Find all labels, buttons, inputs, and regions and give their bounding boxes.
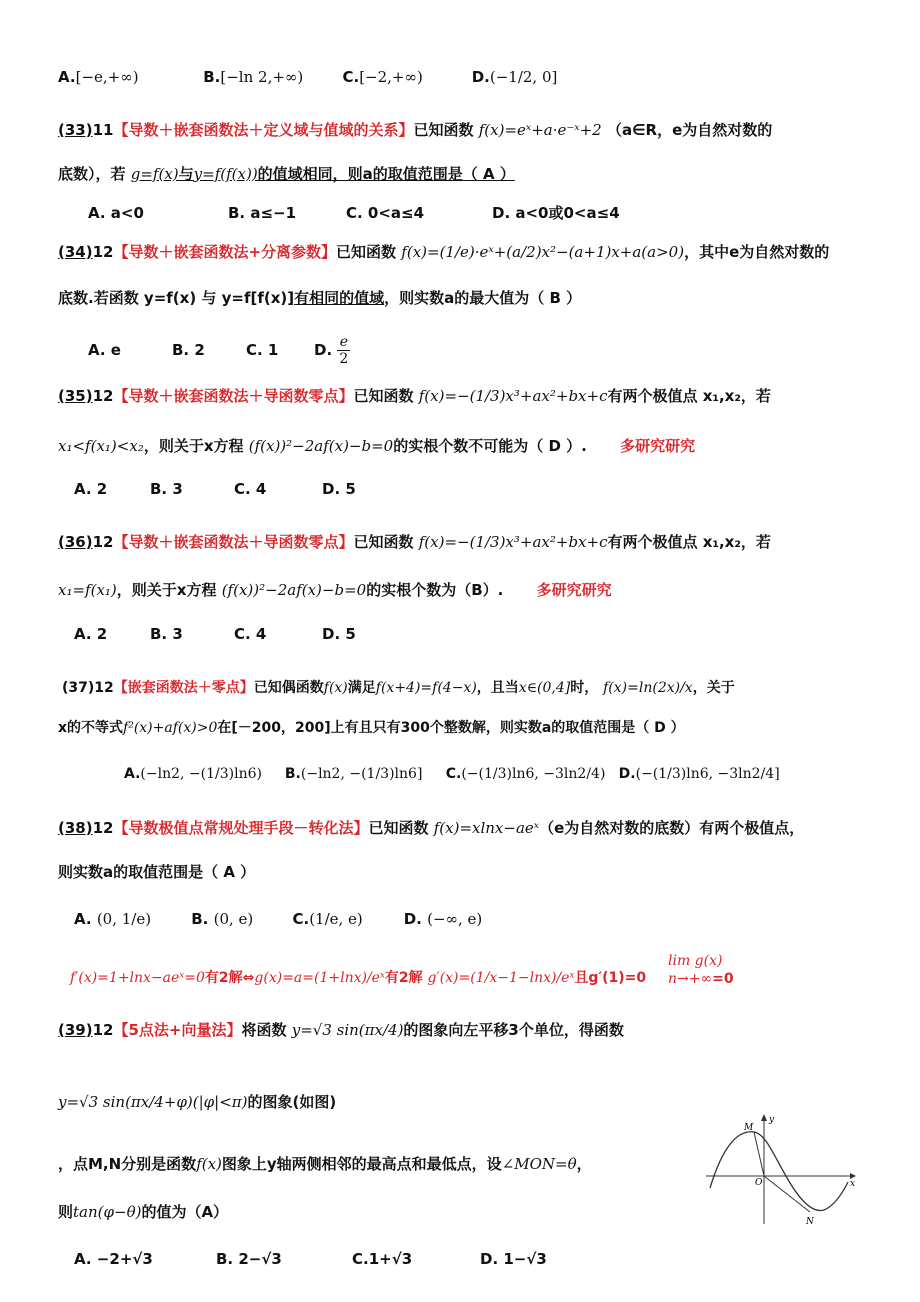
q39-formula: y=√3 sin(πx/4) xyxy=(291,1021,404,1039)
q36-stem2: 有两个极值点 x₁,x₂，若 xyxy=(607,533,771,551)
q35-option-c: C. 4 xyxy=(234,480,267,498)
q35-index: 12 xyxy=(92,387,114,405)
q34-stem: 已知函数 xyxy=(336,243,397,261)
q33-g2: y=f(f(x)) xyxy=(193,165,258,183)
q37-option-a: A. xyxy=(124,766,141,782)
q34-tag: 【导数＋嵌套函数法+分离参数】 xyxy=(113,243,337,261)
q35-text-c: 的实根个数不可能为（ D ）. xyxy=(393,437,587,455)
q39-text-a: ，点M,N分别是函数 xyxy=(58,1155,197,1173)
q34-text: 底数.若函数 y=f(x) 与 y=f[f(x)] xyxy=(58,289,295,307)
q36-line2 xyxy=(58,578,880,602)
q37-option-c: C. xyxy=(445,766,462,782)
q39-text-a2: 则 xyxy=(58,1203,74,1221)
q35-note: 多研究研究 xyxy=(620,437,696,455)
q37-ineq: f²(x)+af(x)>0 xyxy=(123,720,218,736)
q36-options xyxy=(74,625,356,643)
q37-stem: 已知偶函数 xyxy=(253,680,324,696)
q34-option-d-frac xyxy=(337,334,350,367)
q37-options xyxy=(124,766,780,782)
q35-option-a: A. 2 xyxy=(74,480,108,498)
q34-option-d: D. xyxy=(314,341,333,359)
q35-text-b: ，则关于x方程 xyxy=(143,437,244,455)
q36-option-b: B. 3 xyxy=(150,625,183,643)
q39-angle: ∠MON=θ xyxy=(501,1155,577,1173)
q39-tan: tan(φ−θ) xyxy=(73,1203,142,1221)
q38-option-c: C. xyxy=(292,910,310,928)
q35-stem: 已知函数 xyxy=(353,387,414,405)
q33-g1: g=f(x) xyxy=(130,165,179,183)
q36-equation: (f(x))²−2af(x)−b=0 xyxy=(221,581,367,599)
q38-line1 xyxy=(58,816,880,840)
q37-f3: x∈(0,4] xyxy=(518,680,571,696)
q38-limit-top: lim g(x) xyxy=(668,953,723,969)
q33-line2 xyxy=(58,162,880,186)
option-b-math: [−ln 2,+∞) xyxy=(220,68,304,86)
q36-text-b: ，则关于x方程 xyxy=(116,581,217,599)
q38-index: 12 xyxy=(92,819,114,837)
q38-line2 xyxy=(58,860,880,884)
q37-line1 xyxy=(62,676,880,700)
sine-curve xyxy=(710,1132,848,1211)
q33-condition: （a∈R，e为自然对数的 xyxy=(606,121,773,139)
q34-formula: f(x)=(1/e)·eˣ+(a/2)x²−(a+1)x+a(a>0) xyxy=(401,243,685,261)
q35-stem2: 有两个极值点 x₁,x₂，若 xyxy=(607,387,771,405)
q37-option-b-math: (−ln2, −(1/3)ln6] xyxy=(300,766,423,782)
q35-cond: x₁<f(x₁)<x₂ xyxy=(58,437,144,455)
q37-line2 xyxy=(58,716,880,740)
q37-index: 12 xyxy=(94,680,114,696)
q37-option-b: B. xyxy=(284,766,301,782)
q35-option-b: B. 3 xyxy=(150,480,183,498)
option-a-label: A. xyxy=(58,68,76,86)
q39-text-b: 图象上y轴两侧相邻的最高点和最低点，设 xyxy=(221,1155,502,1173)
q39-line2 xyxy=(58,1090,880,1114)
q34-line2 xyxy=(58,286,880,310)
q38-tag: 【导数极值点常规处理手段－转化法】 xyxy=(113,819,369,837)
q33-number: (33) xyxy=(58,121,93,139)
q39-option-d: D. 1−√3 xyxy=(480,1250,547,1268)
q33-text-b: 与 xyxy=(178,165,194,183)
q38-option-a: A. xyxy=(74,910,92,928)
q39-line1 xyxy=(58,1018,880,1042)
q36-line1 xyxy=(58,530,880,554)
q37-text-b: 在[－200，200]上有且只有300个整数解，则实数a的取值范围是（ D ） xyxy=(217,720,685,736)
q36-number: (36) xyxy=(58,533,93,551)
point-N-label: N xyxy=(806,1217,814,1227)
q37-s3: ，且当 xyxy=(476,680,519,696)
q36-index: 12 xyxy=(92,533,114,551)
q38-note1: f′(x)=1+lnx−aeˣ=0 xyxy=(70,970,205,986)
frac-top: e xyxy=(337,334,350,351)
point-M-label: M xyxy=(744,1123,754,1133)
option-c-math: [−2,+∞) xyxy=(359,68,423,86)
q36-cond: x₁=f(x₁) xyxy=(58,581,117,599)
q35-options xyxy=(74,480,356,498)
q34-option-a: A. e xyxy=(88,341,121,359)
q38-option-b-math: (0, e) xyxy=(213,910,254,928)
q33-formula: f(x)=eˣ+a·e⁻ˣ+2 xyxy=(478,121,602,139)
q34-number: (34) xyxy=(58,243,93,261)
option-a-math: [−e,+∞) xyxy=(75,68,139,86)
q38-text: 则实数a的取值范围是（ A ） xyxy=(58,863,256,881)
q36-note: 多研究研究 xyxy=(536,581,612,599)
q35-tag: 【导数＋嵌套函数法＋导函数零点】 xyxy=(113,387,354,405)
q37-f1: f(x) xyxy=(323,680,348,696)
q39-fx: f(x) xyxy=(196,1155,222,1173)
q38-option-d: D. xyxy=(403,910,422,928)
segment-OM xyxy=(754,1132,764,1176)
q37-s5: ，关于 xyxy=(692,680,735,696)
q39-index: 12 xyxy=(92,1021,114,1039)
q37-option-c-math: (−(1/3)ln6, −3ln2/4) xyxy=(461,766,606,782)
q33-text-c: 的值域相同，则a的取值范围是（ A ） xyxy=(257,165,515,183)
q33-option-c: C. 0<a≤4 xyxy=(346,204,425,222)
q39-option-a: A. −2+√3 xyxy=(74,1250,153,1268)
q35-line1 xyxy=(58,384,880,408)
q38-note6: 且g′(1)=0 xyxy=(574,970,647,986)
q34-stem2: ，其中e为自然对数的 xyxy=(684,243,830,261)
q34-index: 12 xyxy=(92,243,114,261)
q34-option-b: B. 2 xyxy=(172,341,205,359)
q39-options xyxy=(74,1250,547,1268)
q38-stem2: （e为自然对数的底数）有两个极值点， xyxy=(539,819,805,837)
q34-line1 xyxy=(58,240,880,264)
q39-text: 的图象(如图) xyxy=(247,1093,337,1111)
option-d-math: (−1/2, 0] xyxy=(489,68,558,86)
q33-option-d: D. a<0或0<a≤4 xyxy=(492,204,620,222)
q38-option-a-math: (0, 1/e) xyxy=(96,910,152,928)
option-d-label: D. xyxy=(471,68,490,86)
q39-stem: 将函数 xyxy=(241,1021,287,1039)
q38-option-c-math: (1/e, e) xyxy=(309,910,363,928)
q38-formula: f(x)=xlnx−aeˣ xyxy=(433,819,540,837)
q39-formula2: y=√3 sin(πx/4+φ)(|φ|<π) xyxy=(58,1093,248,1111)
q33-option-a: A. a<0 xyxy=(88,204,144,222)
y-arrow-icon xyxy=(761,1114,767,1121)
q38-limit-bottom: n→+∞ xyxy=(668,971,713,987)
q35-option-d: D. 5 xyxy=(322,480,356,498)
q39-graph xyxy=(700,1112,860,1232)
x-label: x xyxy=(850,1179,856,1189)
q33-option-b: B. a≤−1 xyxy=(228,204,297,222)
q35-formula: f(x)=−(1/3)x³+ax²+bx+c xyxy=(418,387,608,405)
q38-note5: g′(x)=(1/x−1−lnx)/eˣ xyxy=(427,970,575,986)
q38-note2: 有2解⇔ xyxy=(204,970,255,986)
q39-text-d: ， xyxy=(576,1155,592,1173)
origin-label: O xyxy=(755,1178,763,1188)
q34-options xyxy=(88,334,350,367)
options-row-top xyxy=(58,68,557,86)
q37-f4: f(x)=ln(2x)/x xyxy=(603,680,693,696)
q33-text-a: 底数），若 xyxy=(58,165,126,183)
q38-stem: 已知函数 xyxy=(368,819,429,837)
q34-option-c: C. 1 xyxy=(246,341,279,359)
q34-text-b: ，则实数a的最大值为（ B ） xyxy=(384,289,582,307)
q36-option-c: C. 4 xyxy=(234,625,267,643)
q37-s2: 满足 xyxy=(347,680,376,696)
q38-note4: 有2解 xyxy=(384,970,423,986)
q37-s4: 时， xyxy=(570,680,599,696)
q35-number: (35) xyxy=(58,387,93,405)
option-c-label: C. xyxy=(342,68,360,86)
q38-limit xyxy=(668,952,880,988)
q36-tag: 【导数＋嵌套函数法＋导函数零点】 xyxy=(113,533,354,551)
q37-option-d: D. xyxy=(618,766,636,782)
q37-text-a: x的不等式 xyxy=(58,720,124,736)
q36-option-d: D. 5 xyxy=(322,625,356,643)
q36-text-c: 的实根个数为（B）. xyxy=(366,581,504,599)
q39-text-b2: 的值为（A） xyxy=(141,1203,229,1221)
q36-formula: f(x)=−(1/3)x³+ax²+bx+c xyxy=(418,533,608,551)
q37-f2: f(x+4)=f(4−x) xyxy=(375,680,477,696)
q34-underline: 有相同的值域 xyxy=(294,289,385,307)
q38-limit-value: =0 xyxy=(712,971,734,987)
q33-stem: 已知函数 xyxy=(413,121,474,139)
q37-option-d-math: (−(1/3)ln6, −3ln2/4] xyxy=(635,766,780,782)
q33-options xyxy=(88,202,620,223)
q39-tag: 【5点法+向量法】 xyxy=(113,1021,242,1039)
option-b-label: B. xyxy=(203,68,221,86)
q35-equation: (f(x))²−2af(x)−b=0 xyxy=(248,437,394,455)
q36-stem: 已知函数 xyxy=(353,533,414,551)
q39-stem2: 的图象向左平移3个单位，得函数 xyxy=(403,1021,624,1039)
q33-tag: 【导数＋嵌套函数法＋定义域与值域的关系】 xyxy=(113,121,414,139)
q39-number: (39) xyxy=(58,1021,93,1039)
q37-number: (37) xyxy=(62,680,95,696)
q36-option-a: A. 2 xyxy=(74,625,108,643)
q37-tag: 【嵌套函数法＋零点】 xyxy=(113,680,254,696)
q38-options xyxy=(74,910,482,928)
q35-line2 xyxy=(58,434,880,458)
q33-index: 11 xyxy=(92,121,114,139)
segment-ON xyxy=(764,1176,810,1212)
q38-option-d-math: (−∞, e) xyxy=(427,910,483,928)
q38-option-b: B. xyxy=(191,910,209,928)
q38-note3: g(x)=a=(1+lnx)/eˣ xyxy=(254,970,385,986)
q39-option-c: C.1+√3 xyxy=(352,1250,413,1268)
q33-line1 xyxy=(58,118,880,142)
q38-number: (38) xyxy=(58,819,93,837)
y-label: y xyxy=(769,1115,775,1125)
frac-bottom: 2 xyxy=(339,351,349,367)
q37-option-a-math: (−ln2, −(1/3)ln6) xyxy=(140,766,262,782)
q39-option-b: B. 2−√3 xyxy=(216,1250,282,1268)
